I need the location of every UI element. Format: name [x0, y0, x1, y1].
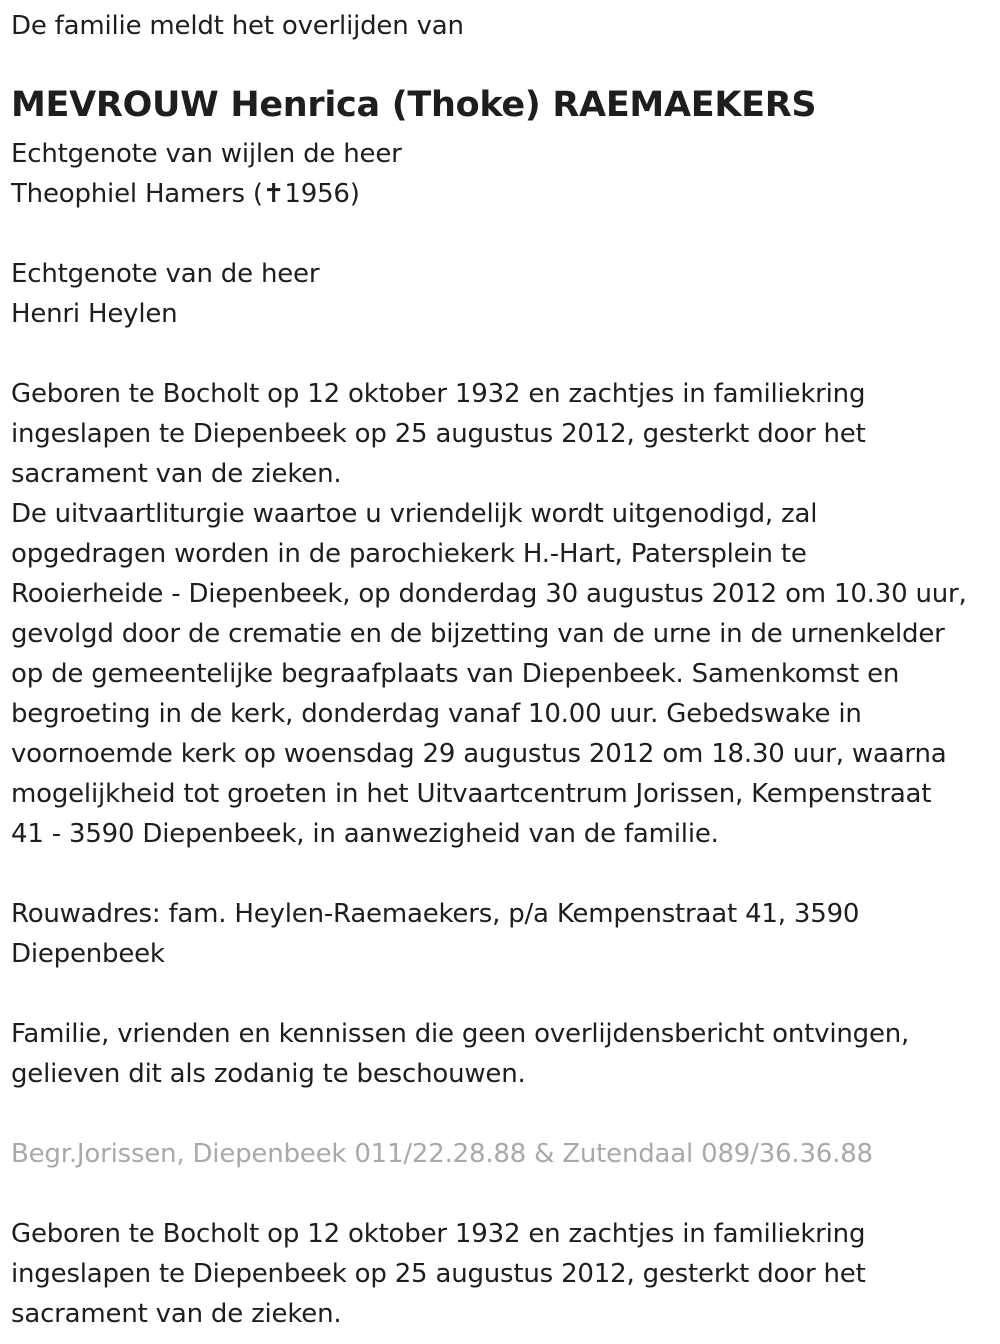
late-spouse-line-1: Echtgenote van wijlen de heer: [11, 139, 402, 169]
main-text-line: sacrament van de zieken.: [11, 459, 342, 489]
main-text-line: Rooierheide - Diepenbeek, op donderdag 30 augustus 2012 om 10.30 uur,: [11, 579, 967, 609]
main-text-line: begroeting in de kerk, donderdag vanaf 10.00 uur. Gebedswake in: [11, 699, 862, 729]
main-text-line: op de gemeentelijke begraafplaats van Diepenbeek. Samenkomst en: [11, 659, 900, 689]
main-text-line: Geboren te Bocholt op 12 oktober 1932 en zachtjes in familiekring: [11, 379, 866, 409]
repeat-text-line: sacrament van de zieken.: [11, 1299, 342, 1329]
living-spouse-line-1: Echtgenote van de heer: [11, 259, 320, 289]
mourning-address-line-2: Diepenbeek: [11, 939, 165, 969]
notice-block: [11, 1014, 909, 1094]
mourning-address-block: [11, 894, 859, 974]
main-text-line: gevolgd door de crematie en de bijzetting van de urne in de urnenkelder: [11, 619, 945, 649]
main-text-line: voornoemde kerk op woensdag 29 augustus 2012 om 18.30 uur, waarna: [11, 739, 947, 769]
main-text-line: 41 - 3590 Diepenbeek, in aanwezigheid van de familie.: [11, 819, 719, 849]
living-spouse-block: [11, 254, 319, 334]
repeat-text-block: [11, 1214, 866, 1334]
late-spouse-block: [11, 134, 402, 214]
notice-line-1: Familie, vrienden en kennissen die geen overlijdensbericht ontvingen,: [11, 1019, 910, 1049]
notice-line-2: gelieven dit als zodanig te beschouwen.: [11, 1059, 526, 1089]
funeral-home-contact: Begr.Jorissen, Diepenbeek 011/22.28.88 & Zutendaal 089/36.36.88: [11, 1139, 873, 1169]
main-text-line: opgedragen worden in de parochiekerk H.-Hart, Patersplein te: [11, 539, 807, 569]
deceased-name: MEVROUW Henrica (Thoke) RAEMAEKERS: [11, 85, 817, 125]
mourning-address-line-1: Rouwadres: fam. Heylen-Raemaekers, p/a Kempenstraat 41, 3590: [11, 899, 860, 929]
main-text-line: ingeslapen te Diepenbeek op 25 augustus 2012, gesterkt door het: [11, 419, 866, 449]
funeral-home-block: [11, 1134, 873, 1174]
repeat-text-line: ingeslapen te Diepenbeek op 25 augustus 2012, gesterkt door het: [11, 1259, 866, 1289]
late-spouse-line-2: Theophiel Hamers (✝1956): [11, 179, 360, 209]
living-spouse-line-2: Henri Heylen: [11, 299, 178, 329]
main-text-line: mogelijkheid tot groeten in het Uitvaartcentrum Jorissen, Kempenstraat: [11, 779, 932, 809]
main-text-block: [11, 374, 967, 854]
repeat-text-line: Geboren te Bocholt op 12 oktober 1932 en zachtjes in familiekring: [11, 1219, 866, 1249]
intro-text: De familie meldt het overlijden van: [11, 11, 464, 41]
main-text-line: De uitvaartliturgie waartoe u vriendelijk wordt uitgenodigd, zal: [11, 499, 818, 529]
